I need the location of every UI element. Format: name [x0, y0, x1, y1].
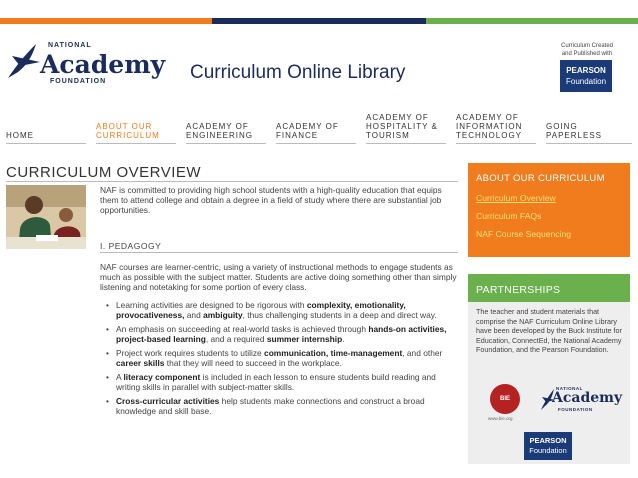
- site-title: Curriculum Online Library: [190, 62, 406, 83]
- nav-engineering-line1: ACADEMY OF: [186, 122, 249, 131]
- pearson-name: PEARSON: [566, 66, 606, 75]
- nav-about-line1: ABOUT OUR: [96, 122, 153, 131]
- partnerships-heading: PARTNERSHIPS: [468, 274, 630, 302]
- nav-finance-line2: FINANCE: [276, 131, 319, 140]
- nav-engineering-line2: ENGINEERING: [186, 131, 254, 140]
- pearson-foundation-logo[interactable]: [560, 60, 612, 92]
- page-title: CURRICULUM OVERVIEW: [6, 164, 202, 181]
- section-divider: [100, 252, 458, 253]
- publisher-note: [552, 42, 622, 58]
- nav-it-line2: INFORMATION: [456, 122, 523, 131]
- link-naf-course-sequencing[interactable]: NAF Course Sequencing: [476, 229, 572, 239]
- pedagogy-bullets: [100, 300, 462, 420]
- list-item: • Cross-curricular activities help students make connections and construct a broad knowledge and skill base.: [100, 396, 462, 416]
- nav-home[interactable]: [6, 131, 86, 144]
- sidebar-partnerships: [468, 274, 630, 464]
- nav-finance-line1: ACADEMY OF: [276, 122, 339, 131]
- pearson-sub: Foundation: [565, 77, 607, 86]
- nav-engineering[interactable]: [186, 122, 266, 144]
- nav-it-line3: TECHNOLOGY: [456, 131, 523, 140]
- sidebar-about-curriculum: [468, 163, 630, 257]
- nav-going-paperless[interactable]: [546, 122, 632, 144]
- sidebar-about-heading: ABOUT OUR CURRICULUM: [476, 173, 605, 184]
- nav-paperless-label: GOING PAPERLESS: [546, 122, 602, 140]
- students-photo: [6, 185, 86, 249]
- nav-hospitality-tourism[interactable]: [366, 113, 446, 144]
- logo-small-academy: Academy: [552, 390, 623, 406]
- main-nav: [6, 114, 632, 144]
- naf-logo[interactable]: [6, 40, 166, 90]
- pearson-small-name: PEARSON: [529, 436, 567, 445]
- list-item: • An emphasis on succeeding at real-world tasks is achieved through hands-on activities, project-based learning, and a required summer internship.: [100, 324, 462, 344]
- section-heading-pedagogy: I. PEDAGOGY: [100, 241, 162, 251]
- logo-national: NATIONAL: [48, 42, 92, 49]
- pearson-foundation-logo-small[interactable]: [524, 432, 572, 460]
- logo-foundation: FOUNDATION: [50, 78, 107, 85]
- list-item: • A literacy component is included in each lesson to ensure students build reading and writing skills in parallel with subject-matter skills.: [100, 372, 462, 392]
- bie-logo[interactable]: BIE: [490, 384, 520, 414]
- title-divider: [6, 181, 458, 182]
- top-bar-green: [426, 18, 638, 24]
- bie-caption: www.bie.org: [488, 416, 513, 421]
- nav-about-curriculum[interactable]: [96, 122, 176, 144]
- logo-small-national: NATIONAL: [556, 386, 583, 391]
- link-curriculum-faqs[interactable]: Curriculum FAQs: [476, 211, 542, 221]
- list-item: • Learning activities are designed to be rigorous with complexity, emotionality, provocativeness, and ambiguity, thus challenging students in a deep and direct way.: [100, 300, 462, 320]
- nav-it-line1: ACADEMY OF: [456, 113, 519, 122]
- publisher-line-1: Curriculum Created: [560, 43, 614, 49]
- nav-about-line2: CURRICULUM: [96, 131, 160, 140]
- naf-logo-small[interactable]: [540, 386, 623, 416]
- nav-hospitality-line2: HOSPITALITY &: [366, 122, 438, 131]
- logo-academy: Academy: [40, 50, 166, 79]
- pedagogy-lead: NAF courses are learner-centric, using a variety of instructional methods to engage students as much as possible with the subject matter. Students are active doing something other than simply listening and notetaking for some portion of every class.: [100, 262, 457, 292]
- list-item: • Project work requires students to utilize communication, time-management, and other career skills that they will need to succeed in the workplace.: [100, 348, 462, 368]
- top-bar-orange: [0, 18, 212, 24]
- partnerships-text: The teacher and student materials that comprise the NAF Curriculum Online Library have been developed by the Buck Institute for Education, ConnectEd, the National Academy Foundation, and the Pearson Foundation.: [476, 307, 622, 354]
- pearson-small-sub: Foundation: [529, 446, 567, 455]
- nav-home-label: HOME: [6, 131, 34, 140]
- publisher-line-2: and Published with: [561, 51, 613, 57]
- intro-paragraph: NAF is committed to providing high school students with a high-quality education that equips them to attend college and obtain a degree in a field of study where there are substantial job opportunities.: [100, 185, 442, 215]
- photo-illustration: [6, 185, 86, 249]
- logo-small-foundation: FOUNDATION: [558, 407, 593, 412]
- link-curriculum-overview[interactable]: Curriculum Overview: [476, 193, 556, 203]
- nav-finance[interactable]: [276, 122, 356, 144]
- nav-hospitality-line1: ACADEMY OF: [366, 113, 429, 122]
- nav-information-technology[interactable]: [456, 113, 536, 144]
- top-bar-navy: [212, 18, 426, 24]
- nav-hospitality-line3: TOURISM: [366, 131, 410, 140]
